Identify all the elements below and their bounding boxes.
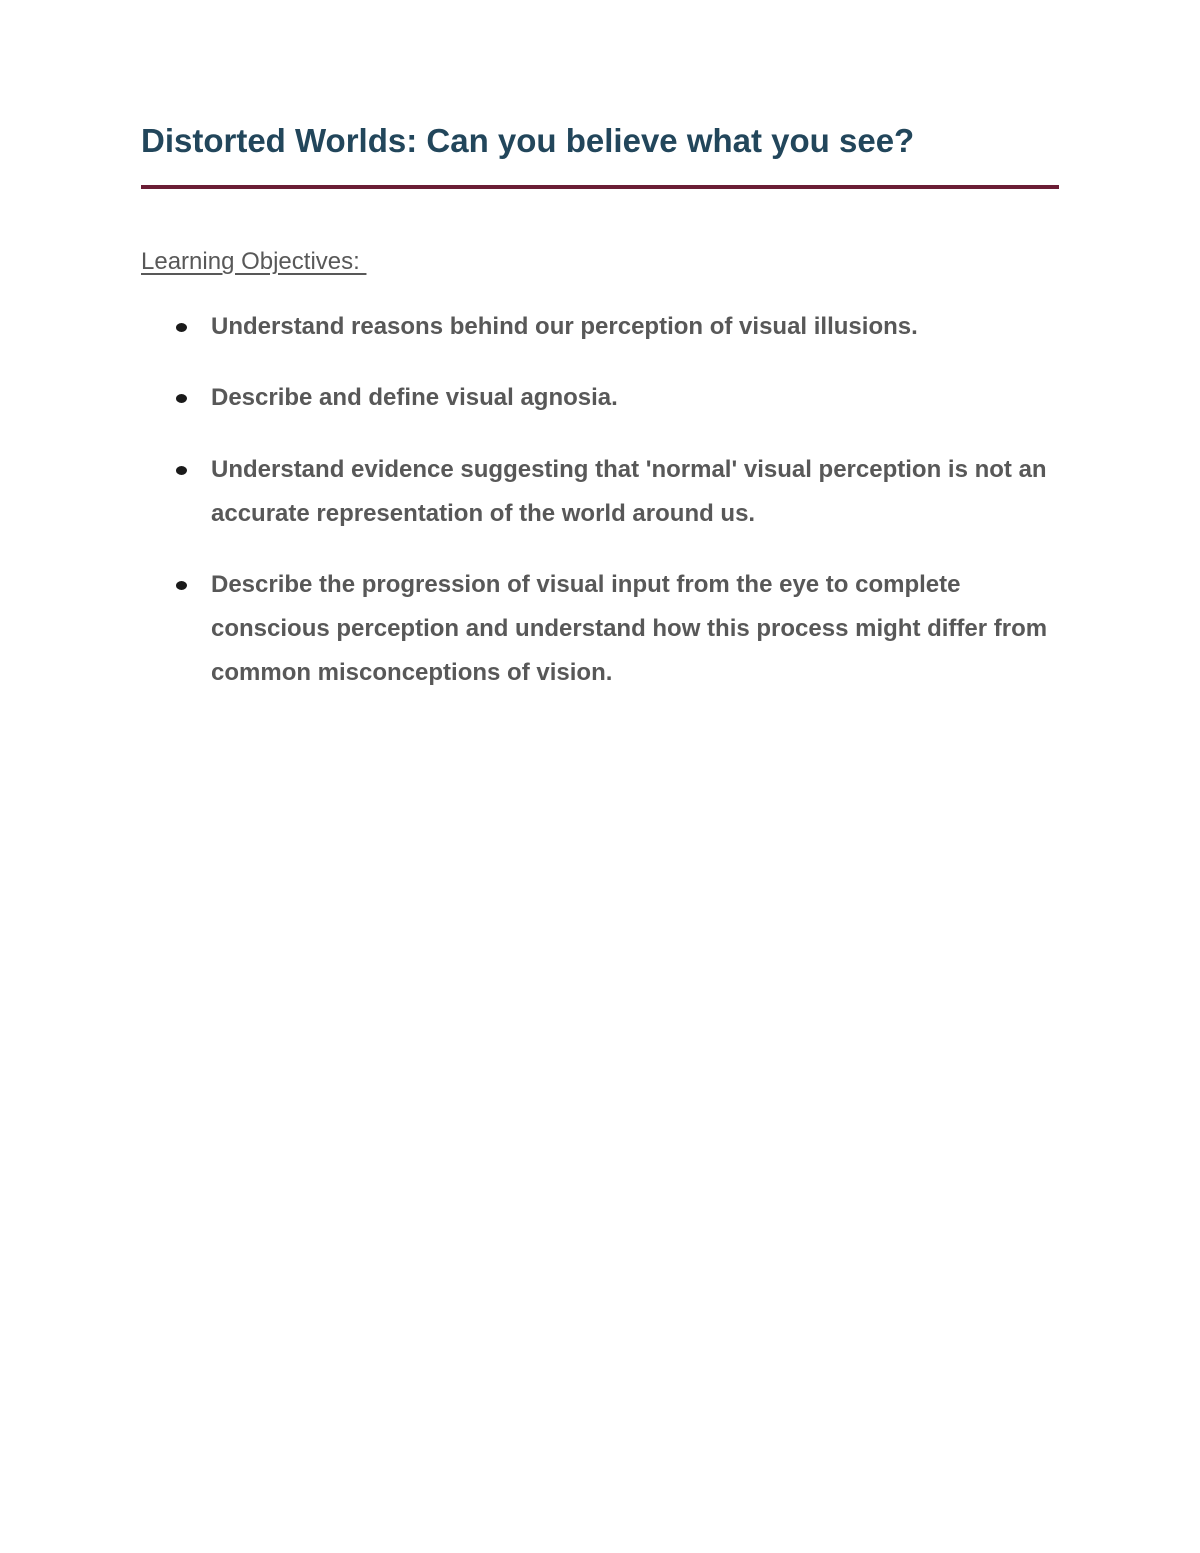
document-title: Distorted Worlds: Can you believe what you see? bbox=[141, 122, 915, 159]
title-divider bbox=[141, 185, 1059, 189]
bullet-icon bbox=[176, 466, 187, 475]
objective-text: Understand reasons behind our perception of visual illusions. bbox=[211, 313, 918, 340]
objective-text: Understand evidence suggesting that 'normal' visual perception is not an accurate representation of the world around us. bbox=[211, 456, 1047, 527]
bullet-icon bbox=[176, 581, 187, 590]
bullet-icon bbox=[176, 323, 187, 332]
learning-objectives-heading: Learning Objectives: bbox=[141, 248, 367, 275]
objective-text: Describe and define visual agnosia. bbox=[211, 384, 618, 411]
bullet-icon bbox=[176, 394, 187, 403]
objective-text: Describe the progression of visual input from the eye to complete conscious perception and understand how this process might differ from common misconceptions of vision. bbox=[211, 571, 1048, 686]
